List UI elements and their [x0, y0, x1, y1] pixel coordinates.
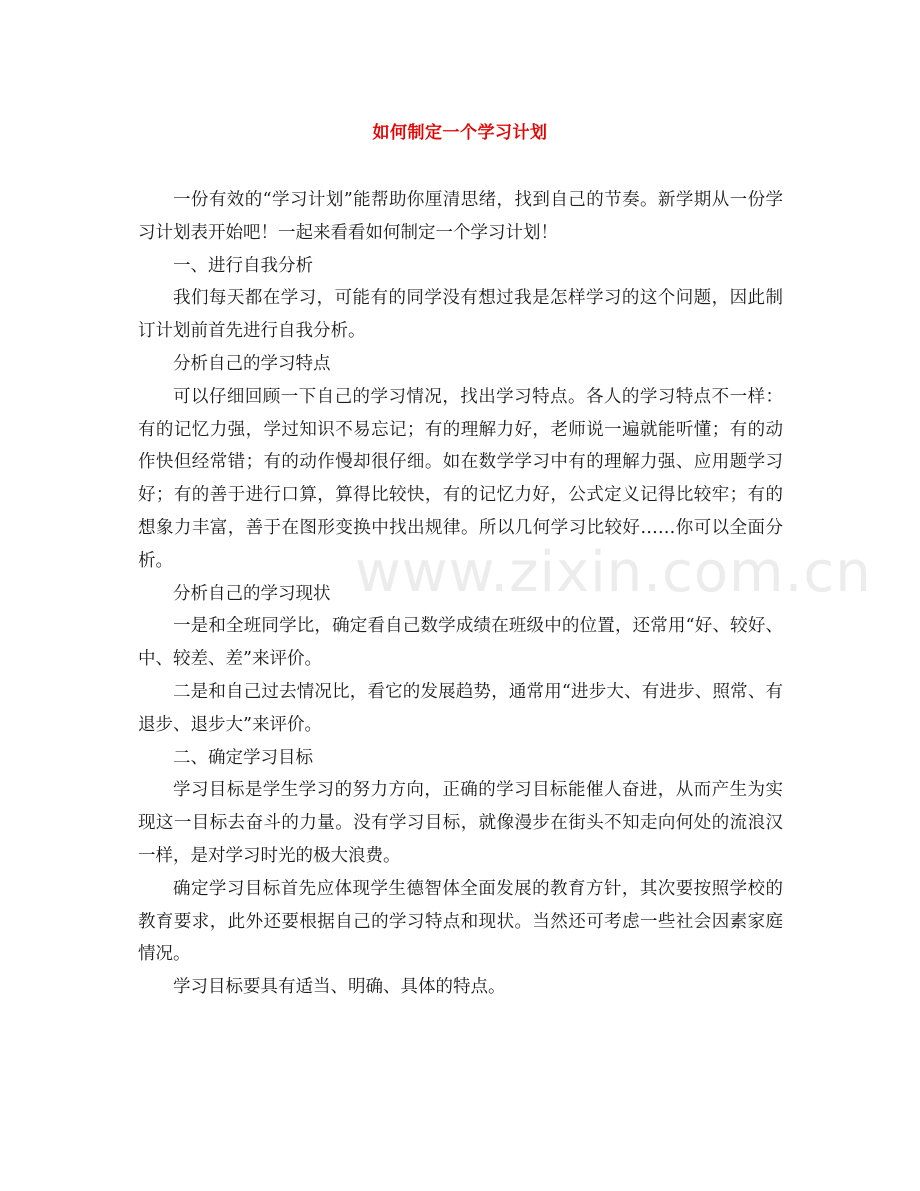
paragraph-goal-principles: 确定学习目标首先应体现学生德智体全面发展的教育方针，其次要按照学校的教育要求，此外还要根据自己的学习特点和现状。当然还可考虑一些社会因素家庭情况。 — [138, 878, 783, 965]
heading-self-analysis: 一、进行自我分析 — [173, 255, 313, 276]
document-body — [138, 184, 783, 1004]
paragraph-compare-self: 二是和自己过去情况比，看它的发展趋势，通常用“进步大、有进步、照常、有退步、退步大”来评价。 — [138, 681, 783, 735]
document-title: 如何制定一个学习计划 — [372, 123, 548, 143]
paragraph-self-analysis: 我们每天都在学习，可能有的同学没有想过我是怎样学习的这个问题，因此制订计划前首先进行自我分析。 — [138, 288, 783, 342]
paragraph-learning-traits: 可以仔细回顾一下自己的学习情况，找出学习特点。各人的学习特点不一样：有的记忆力强，学过知识不易忘记；有的理解力好，老师说一遍就能听懂；有的动作快但经常错；有的动作慢却很仔细。如在数学学习中有的理解力强、应用题学习好；有的善于进行口算，算得比较快，有的记忆力好，公式定义记得比较牢；有的想象力丰富，善于在图形变换中找出规律。所以几何学习比较好……你可以全面分析。 — [138, 386, 783, 571]
paragraph-goal-direction: 学习目标是学生学习的努力方向，正确的学习目标能催人奋进，从而产生为实现这一目标去奋斗的力量。没有学习目标，就像漫步在街头不知走向何处的流浪汉一样，是对学习时光的极大浪费。 — [138, 780, 783, 866]
watermark: www.zixin.com.cn — [355, 540, 872, 605]
subheading-learning-traits: 分析自己的学习特点 — [173, 353, 331, 374]
paragraph-intro: 一份有效的“学习计划”能帮助你厘清思绪，找到自己的节奏。新学期从一份学习计划表开始吧！一起来看看如何制定一个学习计划！ — [138, 190, 783, 243]
heading-set-goals: 二、确定学习目标 — [173, 747, 313, 768]
paragraph-compare-class: 一是和全班同学比，确定看自己数学成绩在班级中的位置，还常用“好、较好、中、较差、差”来评价。 — [138, 616, 783, 670]
paragraph-goal-traits: 学习目标要具有适当、明确、具体的特点。 — [173, 977, 506, 998]
subheading-learning-status: 分析自己的学习现状 — [173, 583, 331, 604]
